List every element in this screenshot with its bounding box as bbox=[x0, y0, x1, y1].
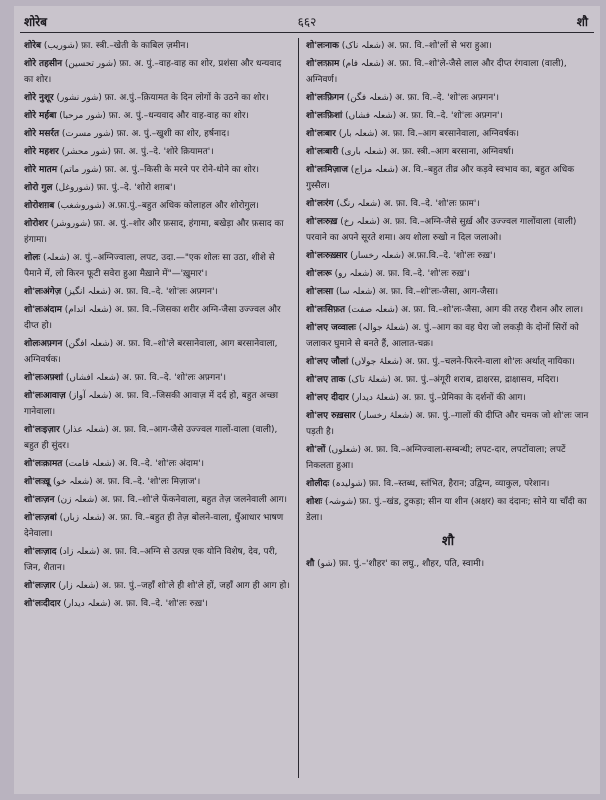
entry-headword: शो'लःइज़ार bbox=[24, 425, 60, 435]
entry-definition: (شعلہ فشاں) अ. फ़ा. वि.–दे. 'शो'लः अफ़्गन'। bbox=[345, 111, 503, 121]
entry-headword: शो'लःक़ामत bbox=[24, 459, 63, 469]
entry-definition: (شوریب) फ़ा. स्त्री.–खेती के काबिल ज़मीन। bbox=[43, 41, 189, 51]
entry-definition: (شعلہ قامت) अ. वि.–दे. 'शो'लः अंदाम'। bbox=[65, 459, 205, 469]
entry-headword: शोरे मर्हबा bbox=[24, 111, 57, 121]
dictionary-entry bbox=[24, 180, 290, 196]
entry-headword: शो'लए जौलां bbox=[306, 357, 349, 367]
dictionary-entry bbox=[24, 126, 290, 142]
entry-headword: शो'लःफ़िगन bbox=[306, 93, 344, 103]
entry-headword: शोलः bbox=[24, 253, 41, 263]
entry-definition: (شعلہ صفت) अ. फ़ा. वि.–शो'लः-जैसा, आग की तरह रौशन और लाल। bbox=[347, 305, 584, 315]
entry-definition: (شور تحسین) फ़ा. अ. पुं.–वाह-वाह का शोर, प्रशंसा और धन्यवाद का शोर। bbox=[24, 59, 282, 85]
entry-definition: (شعلہ فام) अ. फ़ा. वि.–शो'ले-जैसे लाल और दीप्त रंगवाला (वाली), अग्निवर्ण। bbox=[306, 59, 567, 85]
column-divider bbox=[298, 38, 299, 778]
entry-headword: शो'लःसा bbox=[306, 287, 334, 297]
entry-headword: शो'लए जव्वालः bbox=[306, 323, 356, 333]
dictionary-entry bbox=[24, 492, 290, 508]
dictionary-entry bbox=[306, 476, 590, 492]
dictionary-entry bbox=[24, 216, 290, 248]
entry-definition: (شعلہ افگن) अ. फ़ा. वि.–शो'ले बरसानेवाला, आग बरसानेवाला, अग्निवर्षक। bbox=[24, 339, 278, 365]
dictionary-entry bbox=[24, 336, 290, 368]
entry-headword: शो'लःफ़िशां bbox=[306, 111, 343, 121]
dictionary-entry bbox=[24, 422, 290, 454]
entry-headword: शो'लःज़ाद bbox=[24, 547, 57, 557]
entry-headword: शोरेब bbox=[24, 41, 42, 51]
dictionary-entry bbox=[306, 248, 590, 264]
entry-definition: (شعلوں) अ. फ़ा. वि.–अग्निज्वाला-सम्बन्धी; लपट-दार, लपटोंवाला; लपटें निकलता हुआ। bbox=[306, 445, 566, 471]
entry-headword: शोरे तहसीन bbox=[24, 59, 63, 69]
entry-headword: शोरे मसर्रत bbox=[24, 129, 60, 139]
dictionary-entry bbox=[306, 320, 590, 352]
entry-headword: शो'लःअंगेज़ bbox=[24, 287, 62, 297]
entry-definition: (شعلہ زباں) अ. फ़ा. वि.–बहुत ही तेज़ बोलने-वाला, धुँआधार भाषण देनेवाला। bbox=[24, 513, 284, 539]
dictionary-entry bbox=[306, 108, 590, 124]
entry-definition: (شعلۂ جولاں) अ. फ़ा. पुं.–चलने-फिरने-वाला शो'लः अर्थात् नायिका। bbox=[351, 357, 575, 367]
dictionary-entry bbox=[306, 408, 590, 440]
dictionary-entry bbox=[24, 370, 290, 386]
entry-definition: (شعلۂ رخسار) अ. फ़ा. पुं.–गालों की दीप्ति और चमक जो शो'लः जान पड़ती है। bbox=[306, 411, 589, 437]
dictionary-entry bbox=[306, 56, 590, 88]
entry-definition: (شوروشغب) अ.फ़ा.पुं.–बहुत अधिक कोलाहल और शोरोगुल। bbox=[57, 201, 259, 211]
entry-definition: (شعلۂ تاک) अ. फ़ा. पुं.–अंगूरी शराब, द्राक्षरस, द्राक्षासव, मदिरा। bbox=[348, 375, 559, 385]
dictionary-entry bbox=[306, 494, 590, 526]
dictionary-entry bbox=[306, 354, 590, 370]
entry-headword: शो'लःरुख़्सार bbox=[306, 251, 348, 261]
dictionary-entry bbox=[306, 214, 590, 246]
entry-headword: शो'लए दीदार bbox=[306, 393, 349, 403]
dictionary-entry bbox=[24, 162, 290, 178]
header-left-word: शोरेब bbox=[24, 15, 48, 29]
dictionary-page bbox=[14, 6, 600, 794]
dictionary-entry bbox=[306, 144, 590, 160]
dictionary-entry bbox=[306, 372, 590, 388]
entry-definition: (شوروغل) फ़ा. पुं.–दे. 'शोरो शग़ब'। bbox=[55, 183, 176, 193]
dictionary-entry bbox=[24, 38, 290, 54]
dictionary-entry bbox=[306, 390, 590, 406]
dictionary-entry bbox=[24, 596, 290, 612]
entry-headword: शो'लों bbox=[306, 445, 326, 455]
dictionary-entry bbox=[306, 90, 590, 106]
right-entries bbox=[306, 38, 590, 526]
dictionary-entry bbox=[24, 284, 290, 300]
entry-headword: शो'लःज़ार bbox=[24, 581, 56, 591]
dictionary-entry bbox=[24, 456, 290, 472]
entry-headword: शो'लःअफ़्शां bbox=[24, 373, 64, 383]
entry-definition: (شعلہ سا) अ. फ़ा. वि.–शो'लः-जैसा, आग-जैसा। bbox=[336, 287, 499, 297]
entry-headword: शो'लःआवाज़ bbox=[24, 391, 66, 401]
entry-headword: शो'लःख़ू bbox=[24, 477, 51, 487]
entry-definition: (شعلہ زار) अ. फ़ा. पुं.–जहाँ शो'ले ही शो'ले हों, जहाँ आग ही आग हो। bbox=[58, 581, 290, 591]
entry-definition: (شور مرحبا) फ़ा. अ. पुं.–धन्यवाद और वाह-वाह का शोर। bbox=[59, 111, 249, 121]
dictionary-entry bbox=[306, 302, 590, 318]
dictionary-entry bbox=[306, 126, 590, 142]
dictionary-entry bbox=[306, 266, 590, 282]
entry-definition: (شعلہ اندام) अ. फ़ा. वि.–जिसका शरीर अग्नि-जैसा उज्ज्वल और दीप्त हो। bbox=[24, 305, 281, 331]
entry-headword: शो'लःसिफ़त bbox=[306, 305, 346, 315]
dictionary-entry bbox=[306, 196, 590, 212]
entry-definition: (شعلہ آواز) अ. फ़ा. वि.–जिसकी आवाज़ में दर्द हो, बहुत अच्छा गानेवाला। bbox=[24, 391, 278, 417]
entry-headword: शो'लःनाक bbox=[306, 41, 339, 51]
entry-definition: (شور محشر) फ़ा. अ. पुं.–दे. 'शोरे क़ियामत'। bbox=[61, 147, 214, 157]
entry-definition: (شور ماتم) फ़ा. अ. पुं.–किसी के मरने पर रोने-धोने का शोर। bbox=[59, 165, 259, 175]
entry-headword: शो'लःरंग bbox=[306, 199, 334, 209]
entry-headword: शो'लःरुख़ bbox=[306, 217, 338, 227]
dictionary-entry bbox=[24, 90, 290, 106]
header-rule bbox=[20, 32, 594, 33]
entry-definition: (شو) फ़ा. पुं.–'शौहर' का लघु., शौहर, पति, स्वामी। bbox=[317, 559, 485, 569]
entry-definition: (شعلہ بار) अ. फ़ा. वि.–आग बरसानेवाला, अग्निवर्षक। bbox=[338, 129, 520, 139]
entry-headword: शो'लःज़बां bbox=[24, 513, 57, 523]
dictionary-entry bbox=[306, 442, 590, 474]
entry-definition: (شعلہ رنگ) अ. फ़ा. वि.–दे. 'शो'लः फ़ाम'। bbox=[336, 199, 480, 209]
entry-headword: शोरे मातम bbox=[24, 165, 58, 175]
entry-headword: शोलीदः bbox=[306, 479, 330, 489]
dictionary-entry bbox=[306, 284, 590, 300]
page-number: ६६२ bbox=[297, 15, 317, 29]
dictionary-entry bbox=[24, 302, 290, 334]
entry-headword: शो'लःफ़ाम bbox=[306, 59, 340, 69]
dictionary-entry bbox=[24, 388, 290, 420]
final-entry bbox=[306, 556, 590, 572]
entry-definition: (شعلہ) अ. पुं.–अग्निज्वाला, लपट, उदा.—"एक शोलः सा उठा, शीशे से पैमाने में, लो किरन फूटी सवेरा हुआ मैख़ाने में"—'ख़ुमार'। bbox=[24, 253, 275, 279]
left-column bbox=[24, 38, 290, 614]
entry-headword: शोशः bbox=[306, 497, 323, 507]
entry-headword: शोरो गुल bbox=[24, 183, 53, 193]
dictionary-entry bbox=[24, 578, 290, 594]
dictionary-entry bbox=[24, 198, 290, 214]
dictionary-entry bbox=[24, 544, 290, 576]
entry-headword: शो'लःबार bbox=[306, 129, 336, 139]
entry-definition: (شعلہ مزاج) अ. वि.–बहुत तीव्र और कड़वे स्वभाव का, बहुत अधिक गुस्सैल। bbox=[306, 165, 575, 191]
entry-headword: शोलःअफ़्गन bbox=[24, 339, 63, 349]
entry-definition: (شور مسرت) फ़ा. अ. पुं.–खुशी का शोर, हर्षनाद। bbox=[61, 129, 230, 139]
entry-definition: (شعلہ زاد) अ. फ़ा. वि.–अग्नि से उत्पन्न एक योनि विशेष, देव, परी, जिन, शैतान। bbox=[24, 547, 278, 573]
entry-headword: शोरे महशर bbox=[24, 147, 59, 157]
entry-headword: शो'लःरू bbox=[306, 269, 332, 279]
dictionary-entry bbox=[306, 38, 590, 54]
dictionary-entry bbox=[24, 144, 290, 160]
entry-definition: (شوشہ) फ़ा. पुं.–खंड, टुकड़ा; सीन या शीन (अक्षर) का दंदानः; सोने या चाँदी का डेला। bbox=[306, 497, 587, 523]
entry-definition: (شعلہ رخ) अ. फ़ा. वि.–अग्नि-जैसे सुर्ख़ और उज्ज्वल गालोंवाला (वाली) परवाने का अपने सूरते शमा। अय शोला रुखो न दिल जलाओ। bbox=[306, 217, 577, 243]
entry-headword: शो'लःज़न bbox=[24, 495, 55, 505]
entry-definition: (شعلۂ جوالہ) अ. पुं.–आग का वह घेरा जो लकड़ी के दोनों सिरों को जलाकर घुमाने से बनते हैं, आलात-चक्र। bbox=[306, 323, 579, 349]
entry-headword: शोरोशग़ब bbox=[24, 201, 55, 211]
right-column bbox=[306, 38, 590, 574]
entry-definition: (شعلہ رخسار) अ.फ़ा.वि.–दे. 'शो'लः रुख़'। bbox=[350, 251, 496, 261]
entry-headword: शो'लःअंदाम bbox=[24, 305, 62, 315]
entry-definition: (شوروشر) फ़ा. अ. पुं.–शोर और फ़साद, हंगामा, बखेड़ा और फ़साद का हंगामा। bbox=[24, 219, 284, 245]
entry-headword: शोरे नुशूर bbox=[24, 93, 54, 103]
dictionary-entry bbox=[24, 474, 290, 490]
section-heading: शौ bbox=[441, 534, 455, 549]
entry-definition: (شعلہ افشاں) अ. फ़ा. वि.–दे. 'शो'लः अफ़्गन'। bbox=[65, 373, 227, 383]
entry-headword: शो'लए रुख़सार bbox=[306, 411, 356, 421]
entry-headword: शो'लःमिज़ाज bbox=[306, 165, 348, 175]
entry-headword: शो'लःदीदार bbox=[24, 599, 61, 609]
entry-definition: (شور نشور) फ़ा. अ.पुं.–क़ियामत के दिन लोगों के उठने का शोर। bbox=[56, 93, 269, 103]
entry-definition: (شعلہ باری) अ. फ़ा. स्त्री.–आग बरसाना, अग्निवर्षा। bbox=[340, 147, 514, 157]
entry-definition: (شولیدہ) फ़ा. वि.–स्तब्ध, स्तंभित, हैरान; उद्विग्न, व्याकुल, परेशान। bbox=[331, 479, 550, 489]
page-header bbox=[20, 10, 594, 32]
entry-definition: (شعلہ انگیز) अ. फ़ा. वि.–दे. 'शो'लः अफ़्गन'। bbox=[64, 287, 218, 297]
entry-definition: (شعلہ دیدار) अ. फ़ा. वि.–दे. 'शो'लः रुख़'। bbox=[63, 599, 208, 609]
entry-definition: (شعلہ خو) अ. फ़ा. वि.–दे. 'शो'लः मिज़ाज'। bbox=[52, 477, 201, 487]
dictionary-entry bbox=[306, 162, 590, 194]
dictionary-entry bbox=[24, 108, 290, 124]
dictionary-entry bbox=[24, 56, 290, 88]
entry-definition: (شعلہ فگن) अ. फ़ा. वि.–दे. 'शो'लः अफ़्गन'। bbox=[346, 93, 499, 103]
entry-headword: शो'लःबारी bbox=[306, 147, 339, 157]
header-right-word: शौ bbox=[576, 15, 588, 29]
entry-definition: (شعلۂ دیدار) अ. फ़ा. पुं.–प्रेमिका के दर्शनों की आग। bbox=[351, 393, 526, 403]
dictionary-entry bbox=[24, 510, 290, 542]
dictionary-entry bbox=[24, 250, 290, 282]
entry-definition: (شعلہ زن) अ. फ़ा. वि.–शो'ले फेंकनेवाला, बहुत तेज़ जलनेवाली आग। bbox=[57, 495, 287, 505]
entry-definition: (شعلہ رو) अ. फ़ा. वि.–दे. 'शो'लः रुख़'। bbox=[334, 269, 470, 279]
entry-definition: (شعلہ ناک) अ. फ़ा. वि.–शो'लों से भरा हुआ। bbox=[341, 41, 492, 51]
entry-headword: शोरोशर bbox=[24, 219, 48, 229]
entry-headword: शो'लए ताक bbox=[306, 375, 346, 385]
entry-definition: (شعلہ عذار) अ. फ़ा. वि.–आग-जैसे उज्ज्वल गालों-वाला (वाली), बहुत ही सुंदर। bbox=[24, 425, 278, 451]
entry-headword: शौ bbox=[306, 559, 315, 569]
